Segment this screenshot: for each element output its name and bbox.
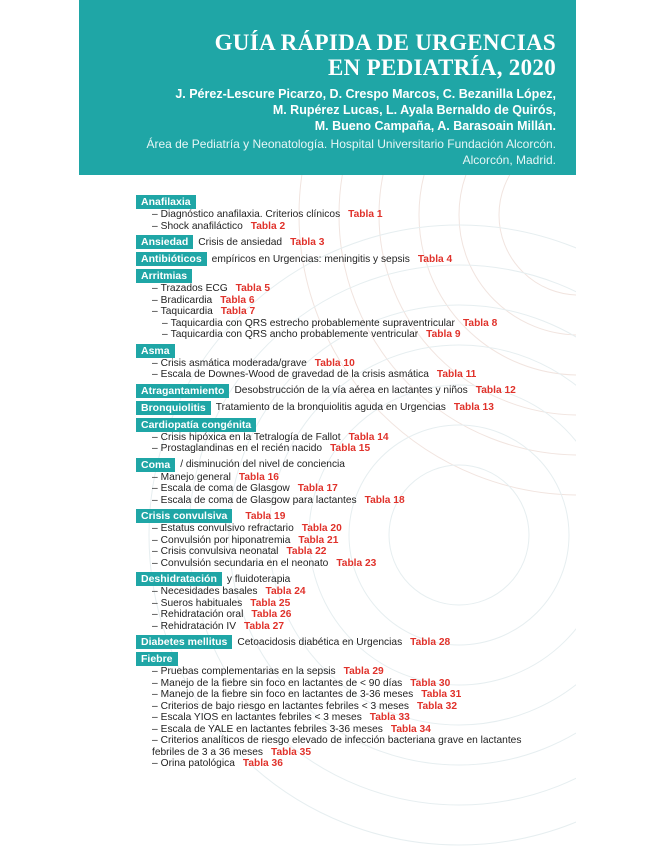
toc-item-text: Manejo de la fiebre sin foco en lactantes de < 90 días: [160, 677, 403, 689]
toc-item: [136, 598, 566, 610]
table-reference: Tabla 2: [250, 220, 286, 232]
table-reference: Tabla 26: [251, 609, 292, 620]
table-reference: Tabla 16: [238, 471, 279, 483]
table-reference: Tabla 19: [245, 510, 286, 522]
dash-bullet: –: [152, 523, 158, 534]
dash-bullet: –: [152, 546, 158, 557]
table-of-contents: [136, 195, 566, 773]
table-reference: Tabla 11: [436, 369, 477, 380]
toc-item: [136, 678, 566, 690]
section-tag: Atragantamiento: [136, 384, 229, 398]
table-reference: Tabla 1: [348, 209, 383, 220]
table-reference: Tabla 28: [410, 636, 451, 648]
table-reference: Tabla 36: [242, 758, 283, 769]
section-description: Cetoacidosis diabética en Urgencias: [237, 636, 403, 648]
dash-bullet: –: [162, 329, 168, 340]
table-reference: Tabla 32: [416, 700, 457, 712]
toc-item: [136, 758, 566, 770]
toc-item: [136, 689, 566, 701]
dash-bullet: –: [152, 620, 158, 632]
dash-bullet: –: [162, 317, 168, 329]
toc-item: [136, 724, 566, 736]
dash-bullet: –: [152, 443, 158, 454]
toc-section: [136, 195, 566, 232]
toc-item-text: Escala YIOS en lactantes febriles < 3 meses: [160, 712, 362, 723]
toc-item: [136, 472, 566, 484]
dash-bullet: –: [152, 586, 158, 597]
document-title: [215, 30, 556, 80]
toc-section: [136, 269, 566, 341]
dash-bullet: –: [152, 609, 158, 620]
dash-bullet: –: [152, 357, 158, 369]
table-reference: Tabla 24: [265, 586, 306, 597]
toc-section-header: [136, 401, 566, 415]
toc-item: [136, 558, 566, 570]
toc-item: [136, 209, 566, 221]
section-tag: Coma: [136, 458, 175, 472]
toc-section-header: [136, 572, 566, 586]
dash-bullet: –: [152, 689, 158, 700]
table-reference: Tabla 27: [244, 620, 285, 632]
toc-item: [136, 523, 566, 535]
toc-item-text: Convulsión por hiponatremia: [160, 534, 291, 546]
dash-bullet: –: [152, 758, 158, 769]
section-tag: Asma: [136, 344, 175, 358]
dash-bullet: –: [152, 597, 158, 609]
toc-item: [136, 666, 566, 678]
dash-bullet: –: [152, 700, 158, 712]
toc-section-header: [136, 384, 566, 398]
table-reference: Tabla 6: [220, 294, 255, 306]
table-reference: Tabla 5: [235, 283, 271, 294]
section-tag: Arritmias: [136, 269, 192, 283]
section-description: Tratamiento de la bronquiolitis aguda en Urgencias: [215, 402, 446, 413]
header-banner: [79, 0, 576, 175]
section-description: / disminución del nivel de conciencia: [180, 459, 345, 470]
dash-bullet: –: [152, 431, 158, 443]
section-description: empíricos en Urgencias: meningitis y sepsis: [211, 253, 410, 265]
toc-section-header: [136, 458, 566, 472]
table-reference: Tabla 10: [314, 357, 355, 369]
toc-item: [136, 318, 566, 330]
institution-line: Área de Pediatría y Neonatología. Hospital Universitario Fundación Alcorcón.: [146, 137, 556, 151]
toc-item: [136, 443, 566, 455]
section-tag: Bronquiolitis: [136, 401, 211, 415]
authors-line: J. Pérez-Lescure Picarzo, D. Crespo Marcos, C. Bezanilla López,: [175, 87, 556, 101]
toc-item-text: Taquicardia con QRS estrecho probablemente supraventricular: [170, 317, 455, 329]
table-reference: Tabla 17: [297, 483, 338, 494]
toc-item: [136, 535, 566, 547]
section-description: Crisis de ansiedad: [198, 236, 283, 248]
section-tag: Fiebre: [136, 652, 178, 666]
toc-item-text: Sueros habituales: [160, 597, 243, 609]
toc-item-text: Shock anafiláctico: [160, 220, 243, 232]
toc-item-text: Necesidades basales: [160, 586, 258, 597]
toc-item-text: Manejo general: [160, 471, 231, 483]
dash-bullet: –: [152, 483, 158, 494]
toc-section-header: [136, 652, 566, 666]
toc-item-text: Crisis convulsiva neonatal: [160, 546, 279, 557]
toc-section-header: [136, 235, 566, 249]
toc-item-text: Estatus convulsivo refractario: [160, 523, 294, 534]
dash-bullet: –: [152, 723, 158, 735]
dash-bullet: –: [152, 494, 158, 506]
table-reference: Tabla 12: [475, 385, 516, 396]
toc-item-text: Escala de coma de Glasgow para lactantes: [160, 494, 357, 506]
table-reference: Tabla 29: [343, 666, 384, 677]
toc-item-text: Orina patológica: [160, 758, 235, 769]
table-reference: Tabla 18: [364, 494, 405, 506]
toc-item-text: Convulsión secundaria en el neonato: [160, 557, 329, 569]
dash-bullet: –: [152, 557, 158, 569]
toc-item-text: Manejo de la fiebre sin foco en lactantes de 3-36 meses: [160, 689, 414, 700]
toc-item: [136, 369, 566, 381]
toc-item-text: Criterios de bajo riesgo en lactantes febriles < 3 meses: [160, 700, 409, 712]
toc-section: [136, 344, 566, 381]
section-tag: Anafilaxia: [136, 195, 196, 209]
toc-section: [136, 652, 566, 770]
toc-item: [136, 735, 532, 758]
dash-bullet: –: [152, 471, 158, 483]
toc-item: [136, 495, 566, 507]
toc-section-header: [136, 418, 566, 432]
table-reference: Tabla 14: [348, 431, 389, 443]
dash-bullet: –: [152, 735, 158, 746]
toc-item-text: Taquicardia: [160, 306, 213, 317]
dash-bullet: –: [152, 666, 158, 677]
toc-section-header: [136, 195, 566, 209]
section-tag: Crisis convulsiva: [136, 509, 232, 523]
table-reference: Tabla 22: [286, 546, 327, 557]
toc-section-header: [136, 252, 566, 266]
toc-item: [136, 221, 566, 233]
table-reference: Tabla 4: [417, 253, 453, 265]
toc-section: [136, 252, 566, 266]
toc-section-header: [136, 344, 566, 358]
table-reference: Tabla 23: [336, 557, 377, 569]
dash-bullet: –: [152, 677, 158, 689]
table-reference: Tabla 21: [298, 534, 339, 546]
dash-bullet: –: [152, 283, 158, 294]
table-reference: Tabla 15: [330, 443, 371, 454]
section-tag: Diabetes mellitus: [136, 635, 232, 649]
document-page: [79, 0, 576, 848]
table-reference: Tabla 34: [390, 723, 431, 735]
title-line-1: GUÍA RÁPIDA DE URGENCIAS: [214, 30, 556, 55]
section-tag: Ansiedad: [136, 235, 193, 249]
section-tag: Antibióticos: [136, 252, 207, 266]
institution: [146, 136, 556, 168]
table-reference: Tabla 25: [250, 597, 291, 609]
toc-section: [136, 509, 566, 569]
table-reference: Tabla 31: [421, 689, 462, 700]
dash-bullet: –: [152, 220, 158, 232]
toc-item-text: Pruebas complementarias en la sepsis: [160, 666, 336, 677]
toc-item-text: Bradicardia: [160, 294, 213, 306]
section-tag: Deshidratación: [136, 572, 222, 586]
toc-item: [136, 621, 566, 633]
toc-item: [136, 712, 566, 724]
toc-item-text: Escala de Downes-Wood de gravedad de la crisis asmática: [160, 369, 429, 380]
table-reference: Tabla 3: [290, 236, 325, 248]
dash-bullet: –: [152, 306, 158, 317]
institution-line: Alcorcón, Madrid.: [462, 153, 556, 167]
toc-section-header: [136, 269, 566, 283]
authors-line: M. Rupérez Lucas, L. Ayala Bernaldo de Quirós,: [272, 103, 556, 117]
toc-item: [136, 586, 566, 598]
dash-bullet: –: [152, 534, 158, 546]
toc-section: [136, 572, 566, 632]
toc-item: [136, 483, 566, 495]
table-reference: Tabla 20: [301, 523, 342, 534]
toc-item-text: Diagnóstico anafilaxia. Criterios clínicos: [160, 209, 341, 220]
toc-item-text: Trazados ECG: [160, 283, 228, 294]
toc-section: [136, 384, 566, 398]
toc-item: [136, 701, 566, 713]
section-tag: Cardiopatía congénita: [136, 418, 256, 432]
toc-item: [136, 546, 566, 558]
toc-item: [136, 283, 566, 295]
toc-item-text: Taquicardia con QRS ancho probablemente ventricular: [170, 329, 419, 340]
toc-item-text: Escala de coma de Glasgow: [160, 483, 290, 494]
toc-section: [136, 401, 566, 415]
table-reference: Tabla 13: [453, 402, 494, 413]
toc-item: [136, 432, 566, 444]
table-reference: Tabla 8: [462, 317, 498, 329]
toc-item-text: Rehidratación IV: [160, 620, 236, 632]
toc-section-header: [136, 635, 566, 649]
authors: [175, 86, 556, 134]
toc-item-text: Rehidratación oral: [160, 609, 244, 620]
toc-item: [136, 358, 566, 370]
toc-item-text: Prostaglandinas en el recién nacido: [160, 443, 323, 454]
toc-section: [136, 235, 566, 249]
dash-bullet: –: [152, 712, 158, 723]
table-reference: Tabla 33: [369, 712, 410, 723]
toc-section: [136, 458, 566, 507]
toc-item-text: Crisis hipóxica en la Tetralogía de Fallot: [160, 431, 341, 443]
dash-bullet: –: [152, 369, 158, 380]
section-description: y fluidoterapia: [226, 573, 291, 585]
table-reference: Tabla 35: [271, 746, 312, 758]
toc-item: [136, 609, 566, 621]
table-reference: Tabla 30: [410, 677, 451, 689]
toc-item-text: Escala de YALE en lactantes febriles 3-36 meses: [160, 723, 383, 735]
toc-section: [136, 418, 566, 455]
section-description: Desobstrucción de la vía aérea en lactantes y niños: [234, 385, 468, 396]
toc-section: [136, 635, 566, 649]
toc-item: [136, 329, 566, 341]
table-reference: Tabla 9: [426, 329, 461, 340]
toc-item-text: Criterios analíticos de riesgo elevado de infección bacteriana grave en lactantes febriles de 3 a 36 meses: [152, 735, 522, 758]
dash-bullet: –: [152, 294, 158, 306]
authors-line: M. Bueno Campaña, A. Barasoain Millán.: [314, 119, 556, 133]
toc-item: [136, 295, 566, 307]
dash-bullet: –: [152, 209, 158, 220]
table-reference: Tabla 7: [220, 306, 256, 317]
toc-section-header: [136, 509, 566, 523]
title-line-2: EN PEDIATRÍA, 2020: [328, 55, 556, 80]
toc-item-text: Crisis asmática moderada/grave: [160, 357, 307, 369]
toc-item: [136, 306, 566, 318]
